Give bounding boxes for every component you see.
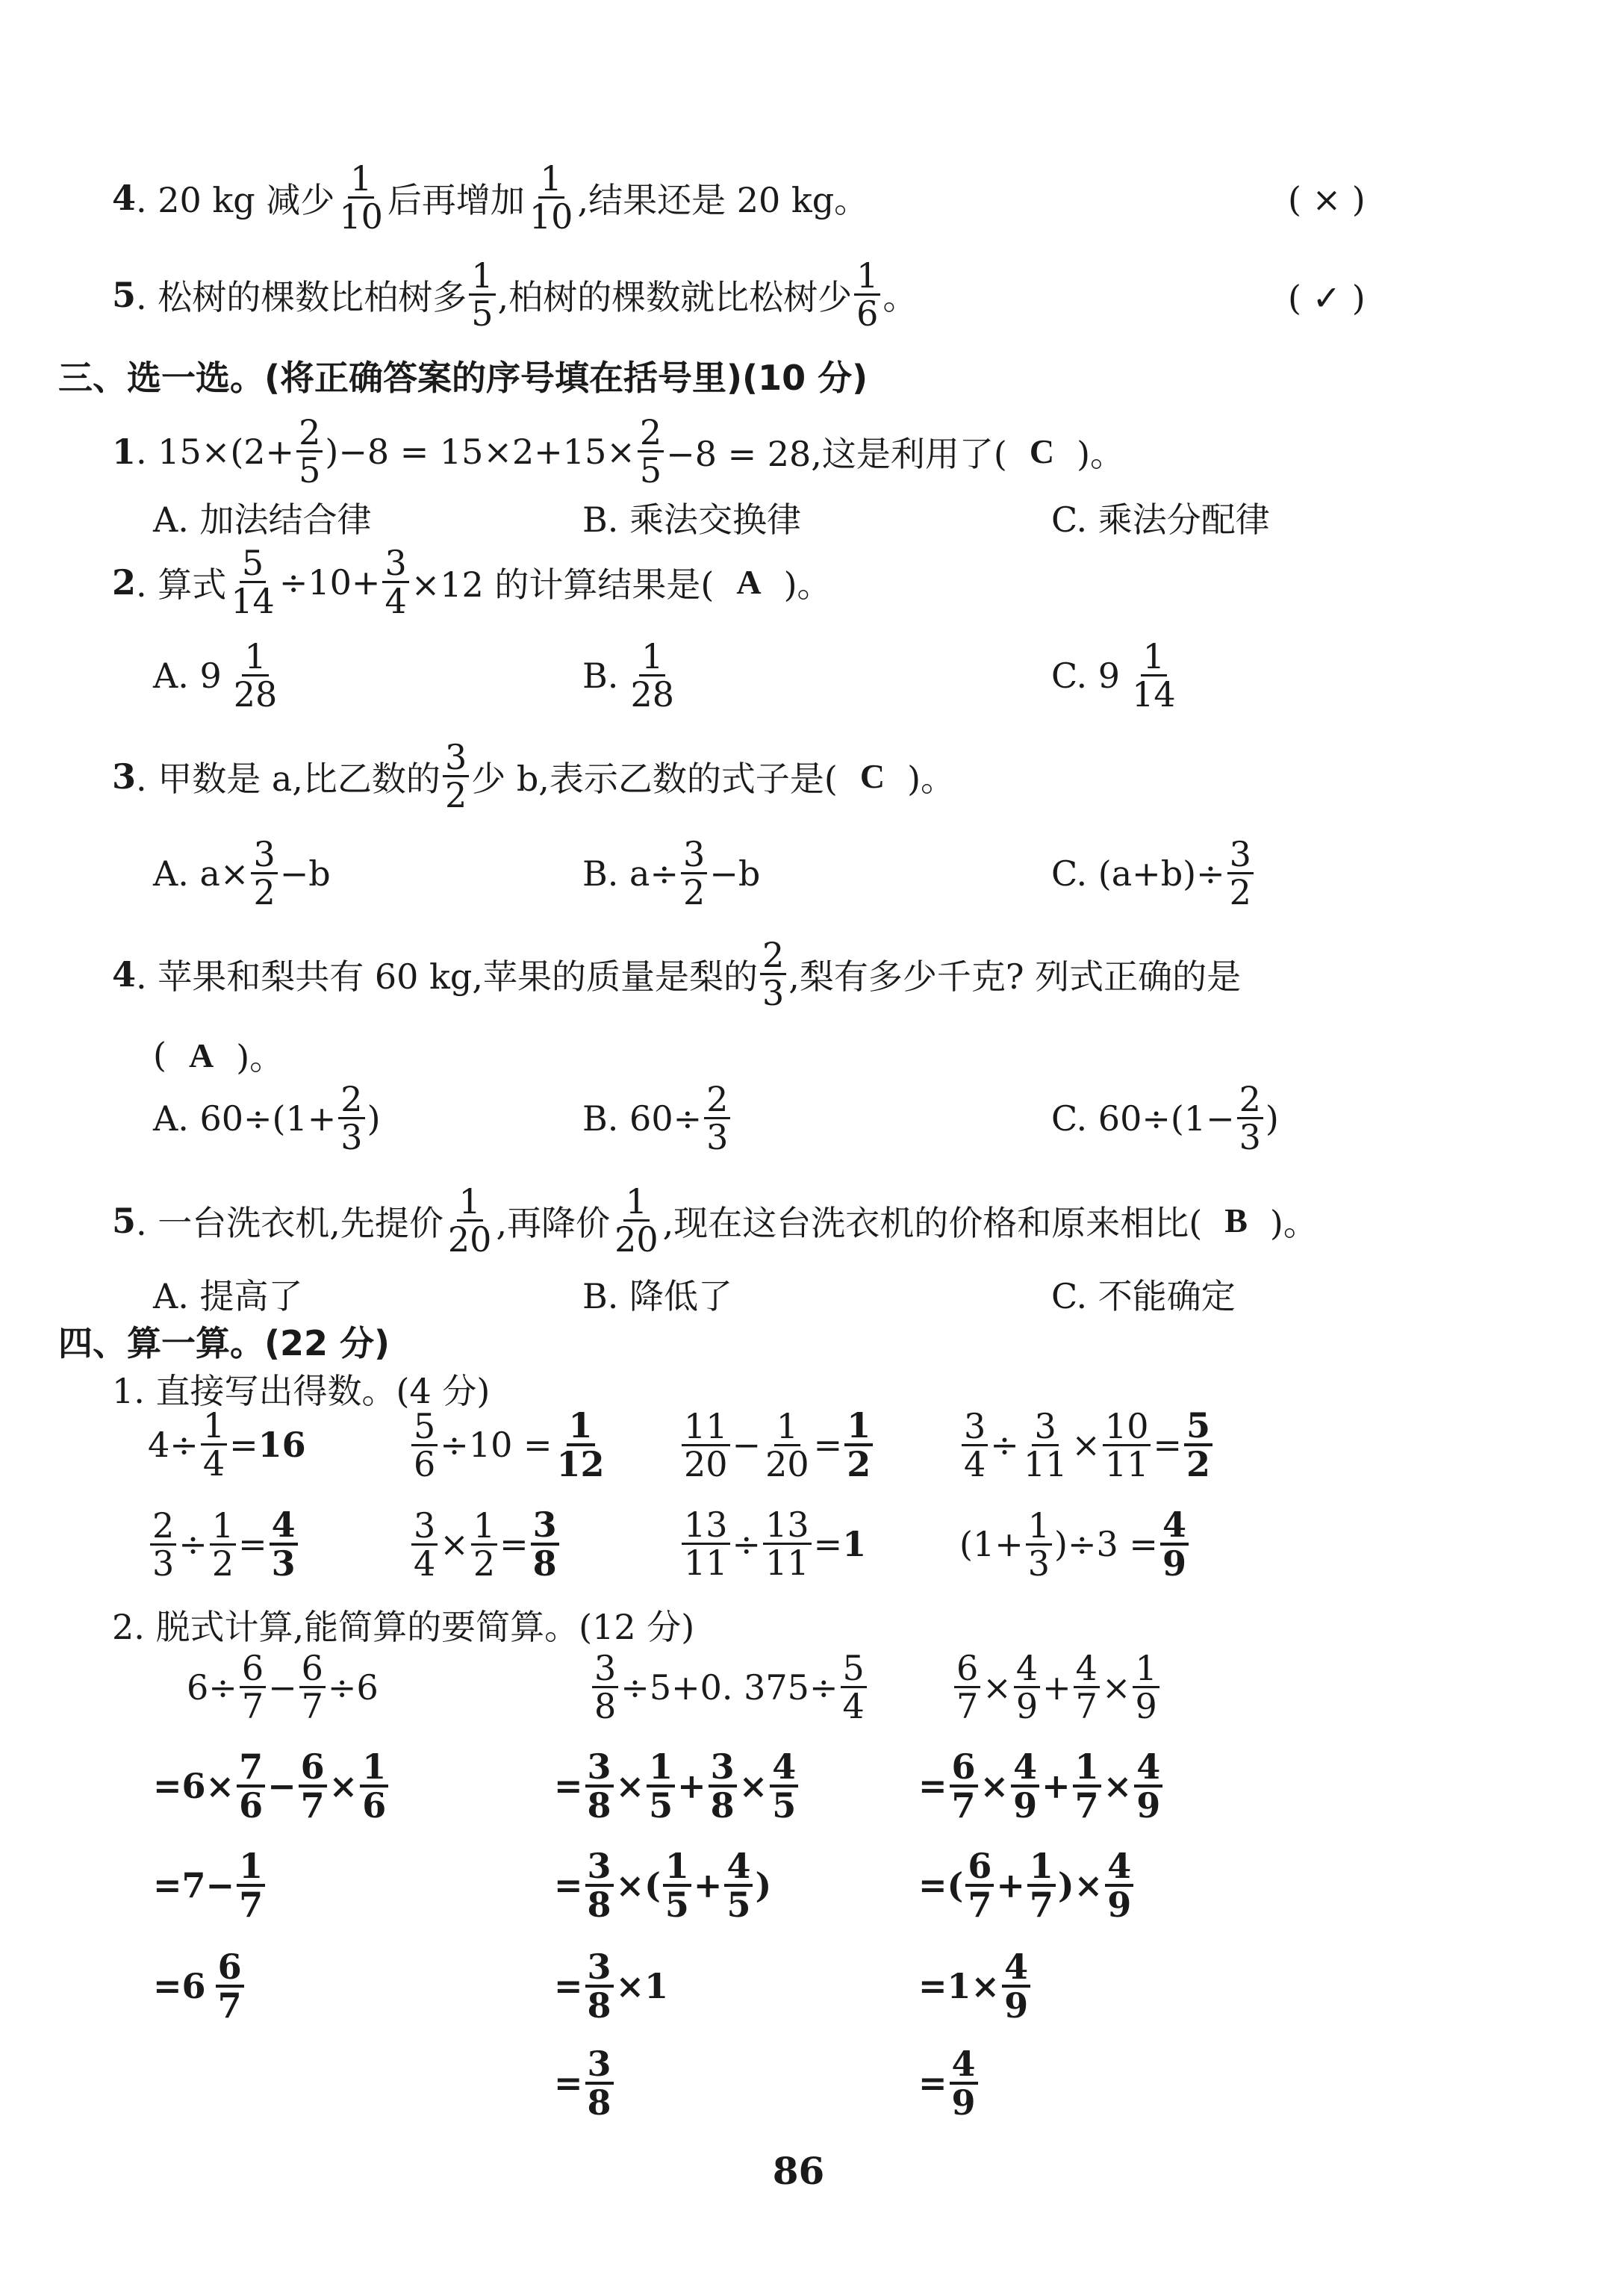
option-c: C. (a+b)÷ $\frac{3}{2}$ [1051,836,1256,911]
calc-2-step-1: = $\frac{3}{8}$ × $\frac{1}{5}$ + $\frac{3}{8}$ × $\frac{4}{5}$ [554,1749,800,1824]
mc-question-1: 1 . 15×(2+ $\frac{2}{5}$ )−8 = 15×2+15× $\frac{2}{5}$ −8 = 28,这是利用了( C )。 [112,412,1125,491]
option-a: A. 9 $\frac{1}{28}$ [153,638,281,713]
answer-fraction: $\frac{5}{2}$ [1184,1407,1212,1483]
direct-eq-6: $\frac{3}{4}$ × $\frac{1}{2}$ = $\frac{3}{8}$ [409,1507,561,1582]
question-text: 后再增加 [387,179,525,220]
option-b: B. a÷ $\frac{3}{2}$ −b [582,834,761,913]
direct-eq-8: (1+ $\frac{1}{3}$ )÷3 = $\frac{4}{9}$ [959,1507,1191,1582]
mc-question-2: 2 . 算式 $\frac{5}{14}$ ÷10+ $\frac{3}{4}$ ×12 的计算结果是( A )。 [112,543,832,622]
question-text: . 松树的棵数比柏树多 [136,276,467,317]
answer-fraction: $\frac{4}{3}$ [270,1507,298,1582]
fraction: $\frac{1}{20}$ [614,1181,659,1260]
option-c: C. 乘法分配律 [1051,500,1270,540]
option-a: A. 提高了 [153,1276,303,1316]
calc-3-question: $\frac{6}{7}$ × $\frac{4}{9}$ + $\frac{4}{7}$ × $\frac{1}{9}$ [952,1650,1162,1725]
section-4-title: 四、算一算。(22 分) [58,1323,390,1363]
answer-fraction: $\frac{1}{2}$ [844,1407,873,1483]
cross-mark: ( × ) [1288,179,1366,220]
option-a: A. 加法结合律 [153,500,372,540]
answer-value: 1 [842,1523,867,1564]
fraction: $\frac{1}{6}$ [854,258,880,332]
fraction: $\frac{1}{10}$ [529,158,573,237]
answer-letter: A [188,1036,214,1074]
fraction: $\frac{1}{28}$ [233,636,278,715]
tf-question-4 [112,158,869,237]
calc-1-step-3: =6 $\frac{6}{7}$ [153,1949,246,2024]
calc-1-step-1: =6× $\frac{7}{6}$ − $\frac{6}{7}$ × $\frac{1}{6}$ [153,1749,390,1824]
question-number: 4 [112,177,137,218]
option-b: B. 降低了 [582,1276,733,1316]
tf-mark-4 [1288,179,1366,220]
calc-2-step-4: = $\frac{3}{8}$ [554,2046,616,2121]
answer-letter: A [736,563,762,602]
answer-fraction: $\frac{3}{8}$ [531,1507,559,1582]
option-a: A. a× $\frac{3}{2}$ −b [153,834,331,913]
fraction: $\frac{1}{20}$ [447,1181,492,1260]
option-b: B. $\frac{1}{28}$ [582,638,679,713]
section-3-title: 三、选一选。(将正确答案的序号填在括号里)(10 分) [58,358,868,398]
direct-eq-7: $\frac{13}{11}$ ÷ $\frac{13}{11}$ = 1 [679,1507,866,1581]
calc-3-step-1: = $\frac{6}{7}$ × $\frac{4}{9}$ + $\frac{1}{7}$ × $\frac{4}{9}$ [918,1749,1165,1824]
direct-eq-3: $\frac{11}{20}$ − $\frac{1}{20}$ = $\frac{1}{2}$ [679,1407,875,1483]
fraction: $\frac{1}{10}$ [339,158,383,237]
answer-fraction: $\frac{1}{12}$ [556,1405,605,1485]
fraction: $\frac{1}{5}$ [469,258,495,332]
option-c: C. 不能确定 [1051,1276,1236,1316]
fraction: $\frac{3}{2}$ [681,836,707,911]
fraction: $\frac{2}{3}$ [338,1081,364,1156]
fraction: $\frac{1}{14}$ [1132,636,1176,715]
answer-letter: C [1029,432,1055,471]
calc-3-step-2: =( $\frac{6}{7}$ + $\frac{1}{7}$ )× $\frac{4}{9}$ [918,1848,1136,1923]
check-mark: ( ✓ ) [1288,278,1366,318]
fraction: $\frac{1}{28}$ [630,636,674,715]
fraction: $\frac{3}{2}$ [1227,836,1254,911]
mc-question-5: 5 . 一台洗衣机,先提价 $\frac{1}{20}$ ,再降价 $\frac{1}{20}$ ,现在这台洗衣机的价格和原来相比( B )。 [112,1181,1318,1260]
answer-letter: C [859,757,885,796]
calc-2-question: $\frac{3}{8}$ ÷5+0. 375÷ $\frac{5}{4}$ [590,1650,869,1725]
question-text: 。 [882,276,918,317]
fraction: $\frac{2}{5}$ [638,414,664,489]
answer-value: 16 [258,1424,306,1465]
fraction: $\frac{5}{14}$ [231,543,275,622]
option-b: B. 乘法交换律 [582,500,802,540]
mc-question-4: 4 . 苹果和梨共有 60 kg,苹果的质量是梨的 $\frac{2}{3}$ ,梨有多少千克? 列式正确的是 [112,935,1242,1014]
direct-eq-4: $\frac{3}{4}$ ÷ $\frac{3}{11}$ × $\frac{10}{11}$ = $\frac{5}{2}$ [959,1407,1215,1483]
fraction: $\frac{3}{2}$ [251,836,277,911]
option-c: C. 9 $\frac{1}{14}$ [1051,638,1180,713]
direct-eq-1: 4÷ $\frac{1}{4}$ = 16 [148,1405,306,1484]
page-number: 86 [772,2149,825,2193]
answer-fraction: $\frac{4}{9}$ [1160,1507,1189,1582]
direct-eq-2: $\frac{5}{6}$ ÷10 = $\frac{1}{12}$ [409,1407,609,1483]
mc-question-3: 3 . 甲数是 a,比乙数的 $\frac{3}{2}$ 少 b,表示乙数的式子是( C )。 [112,737,956,816]
calc-2-step-3: = $\frac{3}{8}$ ×1 [554,1947,669,2026]
fraction: $\frac{2}{3}$ [1237,1081,1263,1156]
question-text: ,柏树的棵数就比松树少 [497,276,853,317]
tf-question-5 [112,255,918,335]
tf-mark-5 [1288,278,1366,318]
fraction: $\frac{3}{4}$ [382,545,408,620]
fraction: $\frac{2}{3}$ [760,937,786,1012]
answer-letter: B [1224,1201,1248,1240]
question-text: . 20 kg 减少 [136,179,335,220]
option-a: A. 60÷(1+ $\frac{2}{3}$ ) [153,1079,381,1158]
question-text: ,结果还是 20 kg。 [577,179,869,220]
option-b: B. 60÷ $\frac{2}{3}$ [582,1081,732,1156]
fraction: $\frac{2}{3}$ [704,1081,730,1156]
fraction: $\frac{2}{5}$ [296,414,323,489]
part-2-title: 2. 脱式计算,能简算的要简算。(12 分) [112,1607,695,1647]
calc-1-step-2: =7− $\frac{1}{7}$ [153,1848,267,1923]
direct-eq-5: $\frac{2}{3}$ ÷ $\frac{1}{2}$ = $\frac{4}{3}$ [148,1507,300,1582]
part-1-title: 1. 直接写出得数。(4 分) [112,1371,491,1411]
question-number: 5 [112,274,137,315]
fraction: $\frac{3}{2}$ [443,739,469,814]
calc-3-step-3: =1× $\frac{4}{9}$ [918,1949,1033,2024]
calc-1-question: 6÷ $\frac{6}{7}$ − $\frac{6}{7}$ ÷6 [187,1648,379,1727]
calc-3-step-4: = $\frac{4}{9}$ [918,2046,980,2121]
option-c: C. 60÷(1− $\frac{2}{3}$ ) [1051,1079,1279,1158]
calc-2-step-2: = $\frac{3}{8}$ ×( $\frac{1}{5}$ + $\frac{4}{5}$ ) [554,1846,772,1926]
mc-question-4-answer-line: ( A )。 [153,1035,284,1077]
